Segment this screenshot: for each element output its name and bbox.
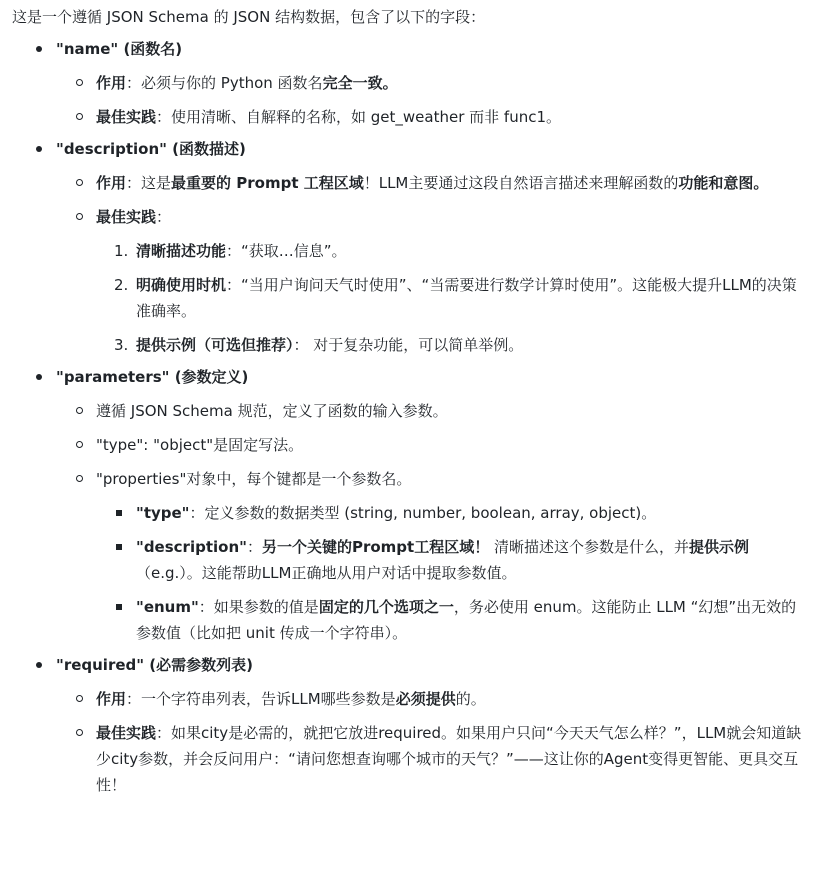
bullet-square [116, 510, 122, 516]
required-best-practice: 最佳实践：如果city是必需的，就把它放进required。如果用户只问“今天天气怎么样？”，LLM就会知道缺少city参数，并会反问用户：“请问您想查询哪个城市的天气？”——这让你的Agent变得更智能、更具交互性！ [56, 720, 811, 798]
bullet-circle [76, 475, 83, 482]
bullet-circle [76, 441, 83, 448]
best-practice-label: 最佳实践 [96, 108, 157, 126]
bullet-circle [76, 179, 83, 186]
best-practice-label: 最佳实践 [96, 724, 157, 742]
bullet-circle [76, 113, 83, 120]
description-purpose: 作用：这是最重要的 Prompt 工程区域！LLM主要通过这段自然语言描述来理解函数的功能和意图。 [56, 170, 811, 196]
step-number: 3. [114, 336, 129, 354]
intro-text: 这是一个遵循 JSON Schema 的 JSON 结构数据，包含了以下的字段： [12, 8, 486, 26]
required-purpose: 作用：一个字符串列表，告诉LLM哪些参数是必须提供的。 [56, 686, 811, 712]
bullet-circle [76, 729, 83, 736]
field-name [12, 36, 811, 130]
purpose-label: 作用 [96, 74, 127, 92]
bullet-disc [36, 374, 42, 380]
field-description [12, 136, 811, 358]
best-practice-label: 最佳实践 [96, 208, 157, 226]
field-parameters-heading: "parameters" (参数定义) [56, 368, 249, 386]
bullet-circle [76, 407, 83, 414]
bullet-disc [36, 662, 42, 668]
field-required [12, 652, 811, 798]
bullet-disc [36, 46, 42, 52]
bullet-square [116, 604, 122, 610]
parameters-item: "properties"对象中，每个键都是一个参数名。 "type"：定义参数的数据类型 (string, number, boolean, array, object)。 "description"：另一个关键的Prompt工程区域！ 清晰描述这个参数是什么，并提供示例（e.g.）。这能帮助LLM正确地从用户对话中提取参数值。 "enum"：如果参数的值是固定的几个选项之一，务必使用 enum。这能防止 LLM “幻想”出无效的参数值（比如把 unit 传成一个字符串）。 [56, 466, 811, 646]
step-number: 1. [114, 242, 129, 260]
step-item: 1. 清晰描述功能：“获取…信息”。 [96, 238, 811, 264]
property-enum: "enum"：如果参数的值是固定的几个选项之一，务必使用 enum。这能防止 LLM “幻想”出无效的参数值（比如把 unit 传成一个字符串）。 [96, 594, 811, 646]
field-required-heading: "required" (必需参数列表) [56, 656, 254, 674]
bullet-circle [76, 79, 83, 86]
purpose-label: 作用 [96, 174, 127, 192]
name-best-practice: 最佳实践：使用清晰、自解释的名称，如 get_weather 而非 func1。 [56, 104, 811, 130]
bullet-circle [76, 695, 83, 702]
field-list [12, 36, 811, 798]
property-type: "type"：定义参数的数据类型 (string, number, boolean, array, object)。 [96, 500, 811, 526]
step-number: 2. [114, 276, 129, 294]
property-description: "description"：另一个关键的Prompt工程区域！ 清晰描述这个参数是什么，并提供示例（e.g.）。这能帮助LLM正确地从用户对话中提取参数值。 [96, 534, 811, 586]
bullet-disc [36, 146, 42, 152]
step-item: 3. 提供示例（可选但推荐）： 对于复杂功能，可以简单举例。 [96, 332, 811, 358]
field-parameters [12, 364, 811, 646]
field-name-heading: "name" (函数名) [56, 40, 183, 58]
field-description-heading: "description" (函数描述) [56, 140, 246, 158]
step-item: 2. 明确使用时机：“当用户询问天气时使用”、“当需要进行数学计算时使用”。这能极大提升LLM的决策准确率。 [96, 272, 811, 324]
name-purpose: 作用：必须与你的 Python 函数名完全一致。 [56, 70, 811, 96]
bullet-circle [76, 213, 83, 220]
parameters-item: 遵循 JSON Schema 规范，定义了函数的输入参数。 [56, 398, 811, 424]
purpose-label: 作用 [96, 690, 127, 708]
parameters-item: "type": "object"是固定写法。 [56, 432, 811, 458]
description-best-practice: 最佳实践： 1. 清晰描述功能：“获取…信息”。 2. 明确使用时机：“当用户询问天气时使用”、“当需要进行数学计算时使用”。这能极大提升LLM的决策准确率。 3. 提供示例（可选但推荐）： 对于复杂功能，可以简单举例。 [56, 204, 811, 358]
bullet-square [116, 544, 122, 550]
